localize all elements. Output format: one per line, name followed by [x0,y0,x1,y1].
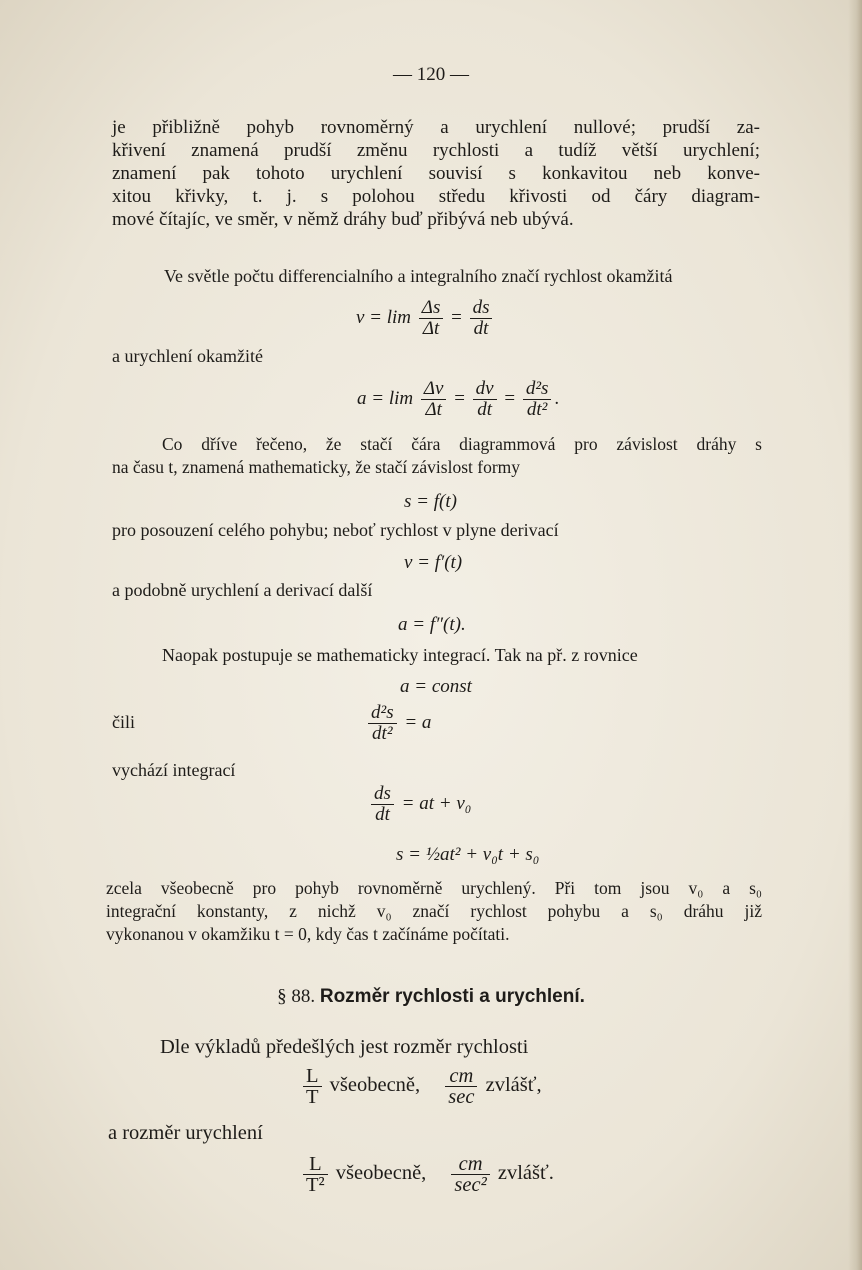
numerator: L [303,1154,328,1175]
fraction [419,298,444,339]
text-line: na času t, znamená mathematicky, že stačí závislost formy [112,457,521,477]
text-line: xitou křivky, t. j. s polohou středu křivosti od čáry diagram- [112,186,760,207]
eq-lhs: a = lim [357,387,414,409]
numerator: Δv [421,379,447,400]
dimension-word: všeobecně, [335,1162,427,1185]
dimension-acceleration [300,1154,554,1195]
text-line: mové čítajíc, ve směr, v němž dráhy buď přibývá neb ubývá. [112,209,574,230]
denominator: Δt [422,318,440,339]
fraction [473,379,497,420]
denominator: sec [448,1086,475,1108]
denominator: T² [306,1174,325,1196]
fraction [445,1066,477,1107]
equation-v-derivative: v = f′(t) [404,552,463,573]
section-heading [0,986,862,1008]
period: . [554,387,560,409]
fraction [303,1154,328,1195]
text-line: znamení pak tohoto urychlení souvisí s konkavitou neb konve- [112,163,760,184]
text-line: zcela všeobecně pro pohyb rovnoměrně urychlený. Při tom jsou v₀ a s₀ [106,878,762,898]
text-line: Ve světle počtu differencialního a integralního značí rychlost okamžitá [164,266,673,286]
numerator: L [303,1066,322,1087]
page-number: — 120 — [393,64,469,85]
numerator: d²s [523,379,552,400]
paragraph-4 [106,877,762,946]
equation-a-derivative: a = f″(t). [398,614,466,635]
paragraph-1 [112,116,760,231]
text-line: a urychlení okamžité [112,346,263,366]
denominator: sec² [454,1174,487,1196]
dimension-word: zvlášť, [485,1074,542,1097]
numerator: dv [473,379,497,400]
eq-rhs: = at + v₀ [401,792,472,814]
denominator: dt² [372,723,393,744]
numerator: cm [451,1154,489,1175]
fraction [421,379,447,420]
text-line: vychází integrací [112,760,236,780]
section-title: Rozměr rychlosti a urychlení. [319,986,585,1007]
text-line: integrační konstanty, z nichž v₀ značí rychlost pohybu a s₀ dráhu již [106,901,762,921]
equation-d2s [365,703,431,744]
fraction [523,379,552,420]
numerator: ds [470,298,493,319]
denominator: dt [375,804,390,825]
fraction [470,298,493,339]
dimension-velocity [300,1066,542,1107]
dimension-word: všeobecně, [329,1074,421,1097]
text-line: a rozměr urychlení [108,1122,263,1144]
equation-a-const: a = const [400,676,472,697]
equation-s-integral: s = ½at² + v₀t + s₀ [396,844,540,865]
text-line: je přibližně pohyb rovnoměrný a urychlení nullové; prudší za- [112,117,760,138]
text-line: vykonanou v okamžiku t = 0, kdy čas t začínáme počítati. [106,924,510,944]
text-line: Naopak postupuje se mathematicky integrací. Tak na př. z rovnice [162,645,638,665]
text-line: pro posouzení celého pohybu; neboť rychlost v plyne derivací [112,520,559,540]
equation-acceleration: a = lim $\frac{\Delta v}{\Delta t}$ = $\frac{dv}{dt}$ = $\frac{\text{d²s}}{\text{dt²}}$ . [357,378,560,420]
eq-rhs: = a [404,711,432,733]
text-line: Co dříve řečeno, že stačí čára diagrammová pro závislost dráhy s [162,434,762,454]
numerator: d²s [368,703,397,724]
numerator: Δs [419,298,444,319]
equation-ds [368,784,471,825]
text-line: čili [112,712,135,732]
dimension-word: zvlášť. [497,1162,554,1185]
equation-s-of-t: s = f(t) [404,491,457,512]
equation-velocity [356,298,495,339]
section-number: § 88. [277,986,316,1007]
fraction [371,784,394,825]
denominator: Δt [425,399,442,420]
page-edge-shadow [848,0,862,1270]
text-line: křivení znamená prudší změnu rychlosti a tudíž větší urychlení; [112,140,760,161]
denominator: dt² [526,399,548,420]
fraction [303,1066,322,1107]
text-line: Dle výkladů předešlých jest rozměr rychlosti [160,1036,529,1058]
text-line: a podobně urychlení a derivací další [112,580,373,600]
denominator: dt [477,399,493,420]
fraction [451,1154,489,1195]
numerator: cm [445,1066,477,1087]
fraction [368,703,397,744]
denominator: dt [473,318,489,339]
eq-lhs: v = lim [356,306,412,328]
paragraph-3 [112,433,762,479]
equals-sign: = [451,306,462,328]
denominator: T [306,1086,319,1108]
numerator: ds [371,784,394,805]
